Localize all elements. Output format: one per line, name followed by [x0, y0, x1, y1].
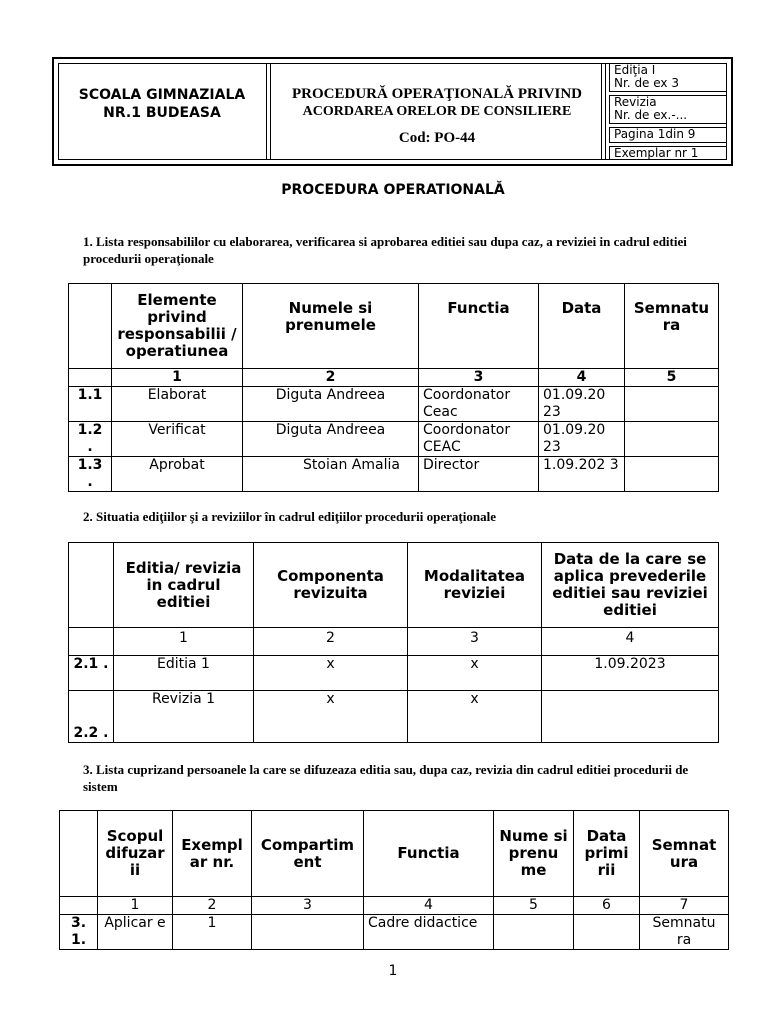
function-cell: Coordonator Ceac	[419, 387, 539, 422]
table-header-row	[69, 284, 719, 369]
edition-cell: Revizia 1	[114, 691, 254, 743]
copy-cell: 1	[173, 915, 252, 950]
signature-cell	[625, 457, 719, 492]
header-cell: Data de la care se aplica prevederile editiei sau reviziei editiei	[542, 543, 719, 628]
column-number: 5	[494, 897, 574, 915]
section3-heading: 3. Lista cuprizand persoanele la care se difuzeaza editia sau, dupa caz, revizia din cadrul editiei procedurii de sistem	[83, 762, 689, 794]
header-cell: Elemente privind responsabilii / operatiunea	[112, 284, 243, 369]
document-title: PROCEDURA OPERATIONALĂ	[281, 182, 505, 198]
divider	[605, 63, 606, 160]
table-row	[69, 457, 719, 492]
distribution-table	[59, 810, 729, 950]
edition-box	[609, 63, 727, 92]
header-cell: Functia	[364, 811, 494, 897]
responsibles-table	[68, 283, 719, 492]
table-row	[69, 691, 719, 743]
revision-box	[609, 95, 727, 124]
row-number: 1.3 .	[69, 457, 112, 492]
table-cell	[60, 897, 98, 915]
name-cell: Stoian Amalia	[243, 457, 419, 492]
school-name-line1: SCOALA GIMNAZIALA	[78, 87, 246, 103]
column-number: 1	[112, 369, 243, 387]
table-row	[69, 422, 719, 457]
name-cell	[494, 915, 574, 950]
revision-copies: Nr. de ex.-...	[614, 108, 688, 122]
column-number: 1	[114, 628, 254, 656]
header-cell: Scopul difuzar ii	[98, 811, 173, 897]
table-header-row	[69, 543, 719, 628]
table-cell	[69, 628, 114, 656]
header-cell: Modalitatea reviziei	[408, 543, 542, 628]
page-box	[609, 127, 727, 143]
table-row	[69, 387, 719, 422]
header-cell: Data primi rii	[574, 811, 640, 897]
table-cell	[69, 543, 114, 628]
edition-copies: Nr. de ex 3	[614, 76, 679, 90]
column-number: 5	[625, 369, 719, 387]
row-number: 2.2 .	[69, 691, 114, 743]
copy-box	[609, 146, 727, 160]
row-number: 2.1 .	[69, 656, 114, 691]
name-cell: Diguta Andreea	[243, 387, 419, 422]
department-cell	[252, 915, 364, 950]
function-cell: Cadre didactice	[364, 915, 494, 950]
column-number: 4	[542, 628, 719, 656]
modality-cell: x	[408, 656, 542, 691]
header-cell: Componenta revizuita	[254, 543, 408, 628]
name-cell: Diguta Andreea	[243, 422, 419, 457]
procedure-code: Cod: PO-44	[398, 130, 476, 146]
table-cell	[69, 369, 112, 387]
date-cell: 1.09.2023	[542, 656, 719, 691]
operation-cell: Aprobat	[112, 457, 243, 492]
row-number: 1.1	[69, 387, 112, 422]
column-number: 2	[254, 628, 408, 656]
component-cell: x	[254, 691, 408, 743]
column-number-row	[69, 369, 719, 387]
column-number: 2	[243, 369, 419, 387]
signature-cell	[625, 422, 719, 457]
column-number-row	[60, 897, 729, 915]
header-cell: Nume si prenu me	[494, 811, 574, 897]
column-number: 7	[640, 897, 729, 915]
header-cell: Compartim ent	[252, 811, 364, 897]
component-cell: x	[254, 656, 408, 691]
table-cell	[60, 811, 98, 897]
column-number: 2	[173, 897, 252, 915]
procedure-title-line1: PROCEDURĂ OPERAŢIONALĂ PRIVIND	[291, 86, 582, 102]
section1-heading: 1. Lista responsabililor cu elaborarea, verificarea si aprobarea editiei sau dupa caz, a reviziei in cadrul editiei procedurii operaţionale	[83, 234, 687, 266]
editions-table	[68, 542, 719, 743]
table-row	[69, 656, 719, 691]
header-cell: Editia/ revizia in cadrul editiei	[114, 543, 254, 628]
header-cell: Semnatu ra	[625, 284, 719, 369]
section2-heading: 2. Situatia ediţiilor şi a reviziilor în cadrul ediţiilor procedurii operaţionale	[83, 509, 496, 524]
table-row	[60, 915, 729, 950]
column-number: 3	[408, 628, 542, 656]
function-cell: Coordonator CEAC	[419, 422, 539, 457]
column-number-row	[69, 628, 719, 656]
date-cell	[574, 915, 640, 950]
column-number: 3	[419, 369, 539, 387]
header-cell: Exempl ar nr.	[173, 811, 252, 897]
signature-cell	[625, 387, 719, 422]
header-cell: Functia	[419, 284, 539, 369]
edition-cell: Editia 1	[114, 656, 254, 691]
header-cell: Semnat ura	[640, 811, 729, 897]
operation-cell: Verificat	[112, 422, 243, 457]
row-number: 3. 1.	[60, 915, 98, 950]
table-cell	[69, 284, 112, 369]
column-number: 6	[574, 897, 640, 915]
date-cell: 01.09.20 23	[539, 422, 625, 457]
header-cell: Numele si prenumele	[243, 284, 419, 369]
modality-cell: x	[408, 691, 542, 743]
header-cell: Data	[539, 284, 625, 369]
revision-label: Revizia	[614, 95, 657, 109]
column-number: 3	[252, 897, 364, 915]
table-header-row	[60, 811, 729, 897]
divider	[270, 63, 271, 160]
column-number: 4	[539, 369, 625, 387]
procedure-title	[272, 86, 602, 147]
school-name	[62, 86, 262, 122]
column-number: 4	[364, 897, 494, 915]
signature-cell: Semnatu ra	[640, 915, 729, 950]
school-name-line2: NR.1 BUDEASA	[103, 105, 221, 121]
procedure-title-line2: ACORDAREA ORELOR DE CONSILIERE	[302, 104, 572, 119]
function-cell: Director	[419, 457, 539, 492]
operation-cell: Elaborat	[112, 387, 243, 422]
date-cell: 01.09.20 23	[539, 387, 625, 422]
page-number: 1	[388, 963, 398, 979]
column-number: 1	[98, 897, 173, 915]
page-info: Pagina 1din 9	[614, 127, 696, 141]
date-cell	[542, 691, 719, 743]
edition-label: Ediţia I	[614, 63, 656, 77]
row-number: 1.2 .	[69, 422, 112, 457]
date-cell: 1.09.202 3	[539, 457, 625, 492]
divider	[266, 63, 267, 160]
copy-number: Exemplar nr 1	[614, 146, 699, 160]
purpose-cell: Aplicar e	[98, 915, 173, 950]
